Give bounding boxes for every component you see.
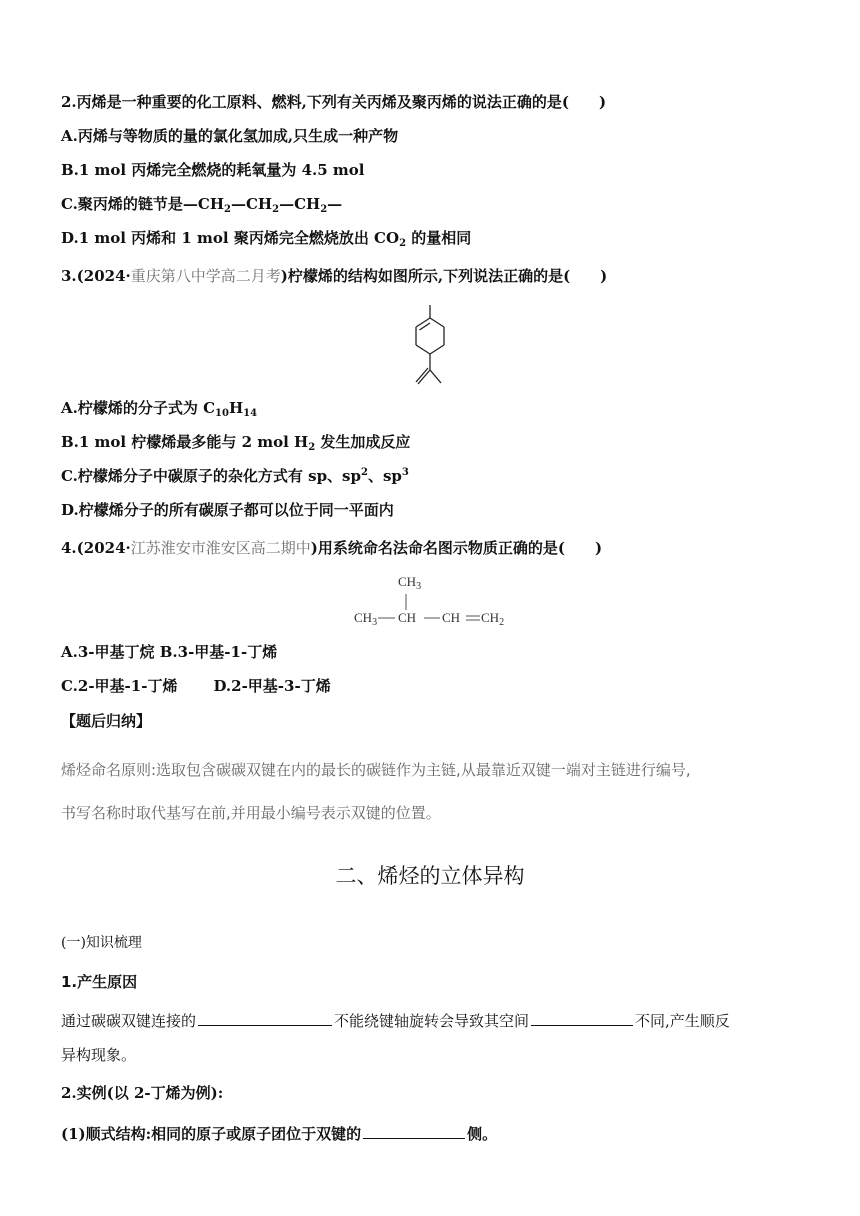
q4-options-ab: A.3-甲基丁烷 B.3-甲基-1-丁烯 [61,643,278,661]
q4-options-cd: C.2-甲基-1-丁烯 D.2-甲基-3-丁烯 [61,677,331,695]
section-heading: 二、烯烃的立体异构 [335,864,525,888]
summary-line-1: 烯烃命名原则:选取包含碳碳双键在内的最长的碳链作为主链,从最靠近双键一端对主链进行编号, [61,761,691,779]
q3-option-d: D.柠檬烯分子的所有碳原子都可以位于同一平面内 [61,501,394,519]
q2-option-c: C.聚丙烯的链节是$—CH_2—CH_2—CH_2—$ [61,195,343,215]
formula-ch: CH [398,610,417,625]
item1-text-cont: 异构现象。 [61,1046,137,1064]
q4-stem: 4.(2024·江苏淮安市淮安区高二期中)用系统命名法命名图示物质正确的是( ) [61,539,603,557]
q3-source: 重庆第八中学高二月考 [130,267,281,285]
limonene-structure-figure [400,300,460,390]
subsection-title: (一)知识梳理 [61,935,142,951]
summary-title: 【题后归纳】 [61,712,152,730]
q4-source: 江苏淮安市淮安区高二期中 [130,539,311,557]
formula-ch-alkene: CH [442,610,461,625]
formula-ch2: $CH_2$ [481,610,505,628]
q4-structural-formula [350,572,520,630]
summary-line-2: 书写名称时取代基写在前,并用最小编号表示双键的位置。 [61,804,441,822]
item3-text: (1)顺式结构:相同的原子或原子团位于双键的 侧。 [61,1125,498,1143]
q3-option-c: C.柠檬烯分子中碳原子的杂化方式有 sp、$sp^2$、$sp^3$ [61,467,409,485]
q3-option-a: A.柠檬烯的分子式为 $C_{10}H_{14}$ [61,399,258,419]
q3-stem: 3.(2024·重庆第八中学高二月考)柠檬烯的结构如图所示,下列说法正确的是( ) [61,267,608,285]
item1-title: 1.产生原因 [61,973,138,991]
q3-option-b: B.1 mol 柠檬烯最多能与 2 mol $H_2$ 发生加成反应 [61,433,411,453]
fill-blank-2[interactable] [531,1011,633,1026]
q2-option-d: D.1 mol 丙烯和 1 mol 聚丙烯完全燃烧放出 $CO_2$ 的量相同 [61,229,472,249]
q2-option-a: A.丙烯与等物质的量的氯化氢加成,只生成一种产物 [61,127,399,145]
q2-option-b: B.1 mol 丙烯完全燃烧的耗氧量为 4.5 mol [61,161,365,179]
formula-ch3: $CH_3$ [354,610,378,628]
item2-title: 2.实例(以 2-丁烯为例): [61,1084,224,1102]
item1-text: 通过碳碳双键连接的 不能绕键轴旋转会导致其空间 不同,产生顺反 [61,1012,730,1030]
fill-blank-3[interactable] [363,1124,465,1139]
formula-methyl-top: $CH_3$ [398,574,422,592]
fill-blank-1[interactable] [198,1011,332,1026]
q2-stem: 2.丙烯是一种重要的化工原料、燃料,下列有关丙烯及聚丙烯的说法正确的是( ) [61,93,607,111]
